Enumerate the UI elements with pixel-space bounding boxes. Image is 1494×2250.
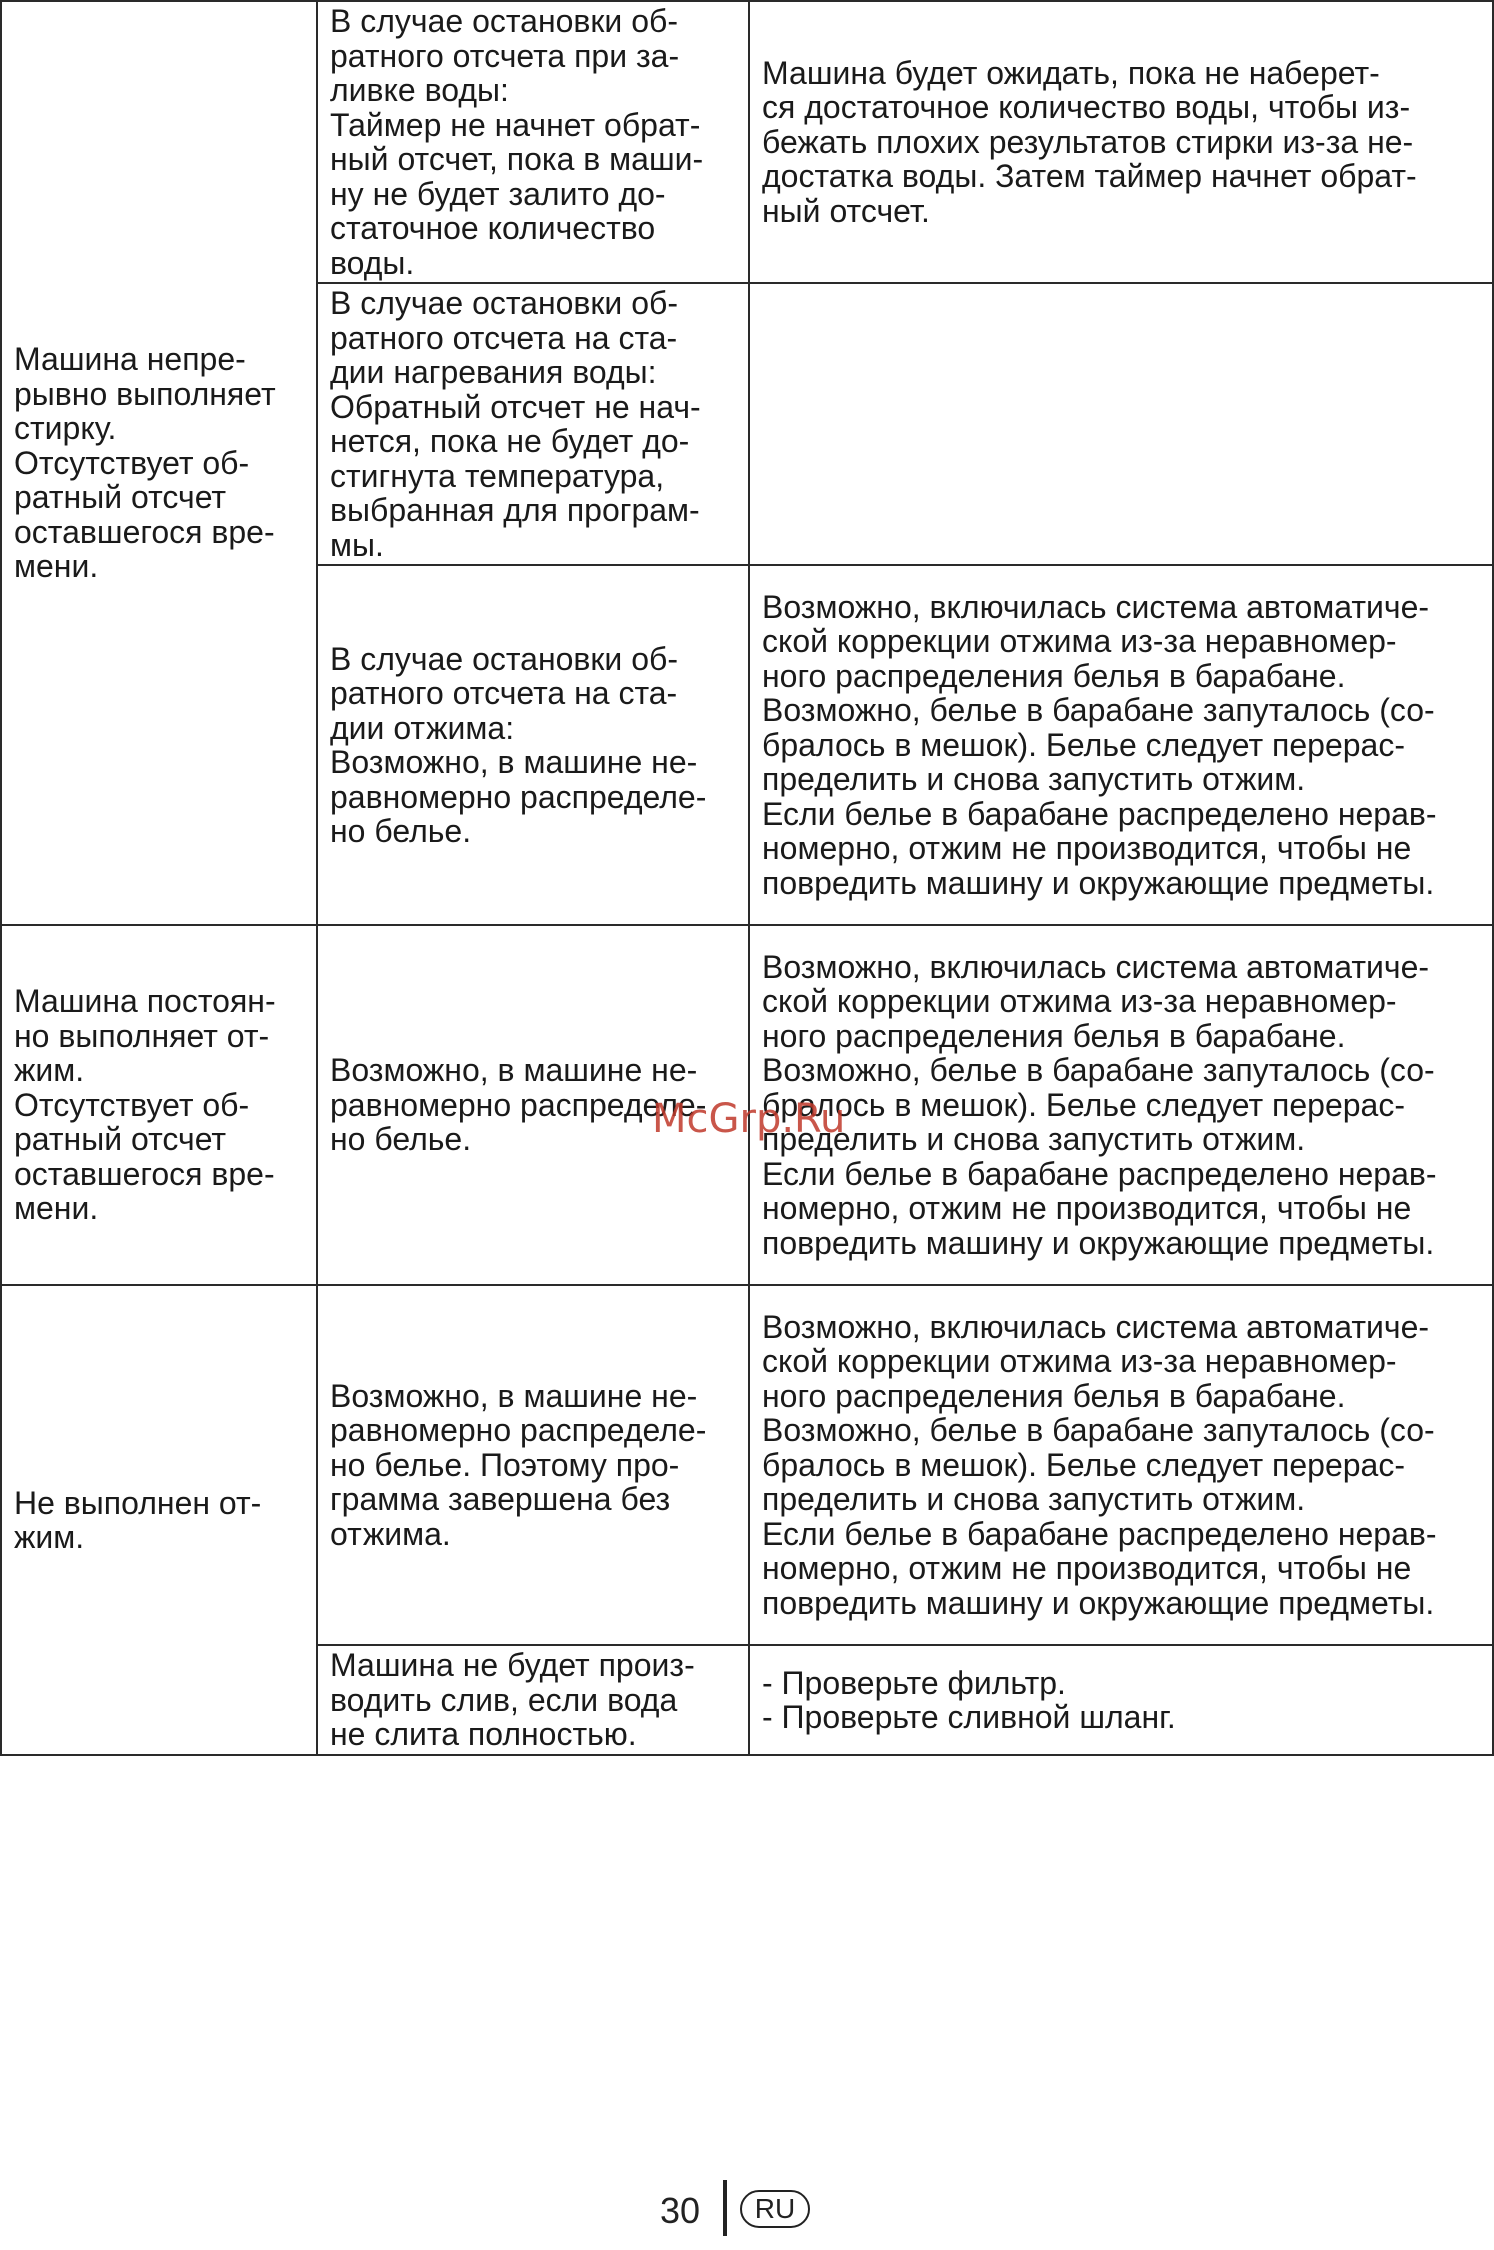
solution-cell: Машина будет ожидать, пока не наберет- ся достаточное количество воды, чтобы из- бежать плохих результатов стирки из-за не- достатка воды. Затем таймер начнет обрат- ный отсчет. <box>749 1 1493 283</box>
symptom-cell: Машина непре- рывно выполняет стирку. Отсутствует об- ратный отсчет оставшегося вре- мени. <box>1 1 317 925</box>
symptom-cell: Машина постоян- но выполняет от- жим. Отсутствует об- ратный отсчет оставшегося вре- мени. <box>1 925 317 1285</box>
cause-cell: Возможно, в машине не- равномерно распределе- но белье. Поэтому про- грамма завершена без отжима. <box>317 1285 749 1645</box>
table-row <box>1 1 1493 283</box>
page-number: 30 <box>660 2190 701 2231</box>
footer-divider <box>723 2180 727 2236</box>
solution-cell: - Проверьте фильтр. - Проверьте сливной шланг. <box>749 1645 1493 1755</box>
solution-cell <box>749 283 1493 565</box>
cause-cell: Возможно, в машине не- равномерно распределе- но белье. <box>317 925 749 1285</box>
solution-cell: Возможно, включилась система автоматиче- ской коррекции отжима из-за неравномер- ного распределения белья в барабане. Возможно, белье в барабане запуталось (со- бралось в мешок). Белье следует перерас- пределить и снова запустить отжим. Если белье в барабане распределено нерав- номерно, отжим не производится, чтобы не повредить машину и окружающие предметы. <box>749 925 1493 1285</box>
cause-cell: Машина не будет произ- водить слив, если вода не слита полностью. <box>317 1645 749 1755</box>
language-badge: RU <box>740 2190 810 2228</box>
symptom-cell: Не выполнен от- жим. <box>1 1285 317 1755</box>
cause-cell: В случае остановки об- ратного отсчета при за- ливке воды: Таймер не начнет обрат- ный отсчет, пока в маши- ну не будет залито до- статочное количество воды. <box>317 1 749 283</box>
table-row <box>1 1285 1493 1645</box>
page-footer <box>0 2190 1494 2250</box>
solution-cell: Возможно, включилась система автоматиче- ской коррекции отжима из-за неравномер- ного распределения белья в барабане. Возможно, белье в барабане запуталось (со- бралось в мешок). Белье следует перерас- пределить и снова запустить отжим. Если белье в барабане распределено нерав- номерно, отжим не производится, чтобы не повредить машину и окружающие предметы. <box>749 565 1493 925</box>
cause-cell: В случае остановки об- ратного отсчета на ста- дии отжима: Возможно, в машине не- равномерно распределе- но белье. <box>317 565 749 925</box>
watermark: McGrp.Ru <box>652 1096 846 1142</box>
solution-cell: Возможно, включилась система автоматиче- ской коррекции отжима из-за неравномер- ного распределения белья в барабане. Возможно, белье в барабане запуталось (со- бралось в мешок). Белье следует перерас- пределить и снова запустить отжим. Если белье в барабане распределено нерав- номерно, отжим не производится, чтобы не повредить машину и окружающие предметы. <box>749 1285 1493 1645</box>
cause-cell: В случае остановки об- ратного отсчета на ста- дии нагревания воды: Обратный отсчет не нач- нется, пока не будет до- стигнута температура, выбранная для програм- мы. <box>317 283 749 565</box>
